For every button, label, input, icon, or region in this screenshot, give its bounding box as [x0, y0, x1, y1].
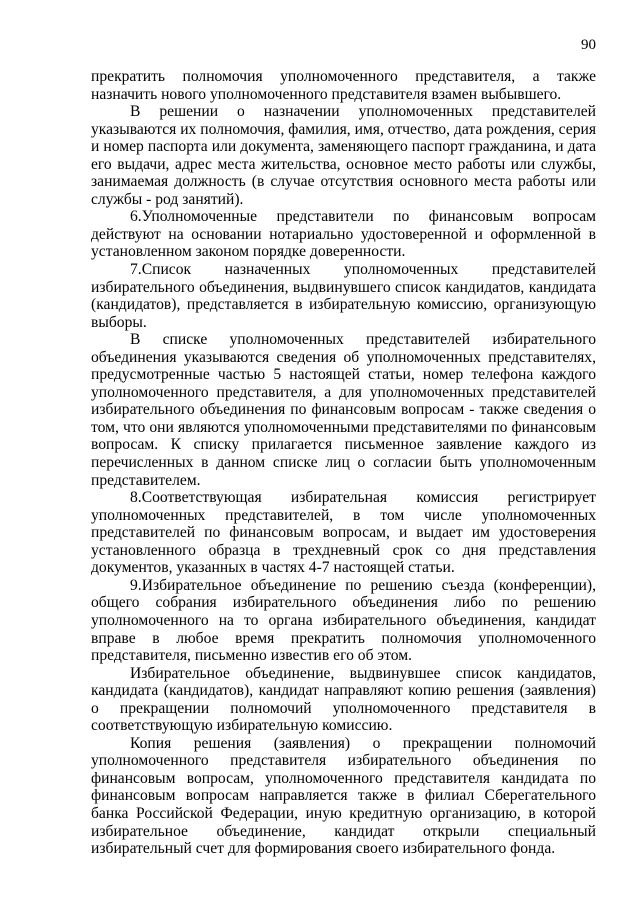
paragraph-6: 8.Соответствующая избирательная комиссия регистрирует уполномоченных представителей, в том числе уполномоченных представителей по финансовым вопросам, и выдает им удостоверения установленного образца в трехдневный срок со дня представления документов, указанных в частях 4-7 настоящей статьи. — [91, 489, 596, 577]
paragraph-2: В решении о назначении уполномоченных представителей указываются их полномочия, фамилия, имя, отчество, дата рождения, серия и номер паспорта или документа, заменяющего паспорт гражданина, и дата его выдачи, адрес места жительства, основное место работы или службы, занимаемая должность (в случае отсутствия основного места работы или службы - род занятий). — [91, 103, 597, 208]
paragraph-4: 7.Список назначенных уполномоченных представителей избирательного объединения, выдвинувшего список кандидатов, кандидата (кандидатов), представляется в избирательную комиссию, организующую выборы. — [91, 261, 596, 331]
paragraph-8: Избирательное объединение, выдвинувшее список кандидатов, кандидата (кандидатов), кандидат направляют копию решения (заявления) о прекращении полномочий уполномоченного представителя в соответствующую избирательную комиссию. — [91, 664, 596, 735]
paragraph-7: 9.Избирательное объединение по решению съезда (конференции), общего собрания избирательного объединения либо по решению уполномоченного на то органа избирательного объединения, кандидат вправе в любое время прекратить полномочия уполномоченного представителя, письменно известив его об этом. — [91, 576, 596, 665]
paragraph-5: В списке уполномоченных представителей избирательного объединения указываются сведения об уполномоченных представителях, предусмотренные частью 5 настоящей статьи, номер телефона каждого уполномоченного представителя, а для уполномоченных представителей избирательного объединения по финансовым вопросам - также сведения о том, что они являются уполномоченными представителями по финансовым вопросам. К списку прилагается письменное заявление каждого из перечисленных в данном списке лиц о согласии быть уполномоченным представителем. — [91, 331, 596, 489]
paragraph-9: Копия решения (заявления) о прекращении полномочий уполномоченного представителя избирательного объединения по финансовым вопросам, уполномоченного представителя кандидата по финансовым вопросам направляется также в филиал Сберегательного банка Российской Федерации, иную кредитную организацию, в которой избирательное объединение, кандидат открыли специальный избирательный счет для формирования своего избирательного фонда. — [91, 734, 596, 858]
paragraph-3: 6.Уполномоченные представители по финансовым вопросам действуют на основании нотариально удостоверенной и оформленной в установленном законом порядке доверенности. — [91, 208, 596, 261]
document-body — [91, 68, 596, 858]
page-number: 90 — [581, 37, 596, 53]
paragraph-1: прекратить полномочия уполномоченного представителя, а также назначить нового уполномоченного представителя взамен выбывшего. — [91, 68, 596, 103]
